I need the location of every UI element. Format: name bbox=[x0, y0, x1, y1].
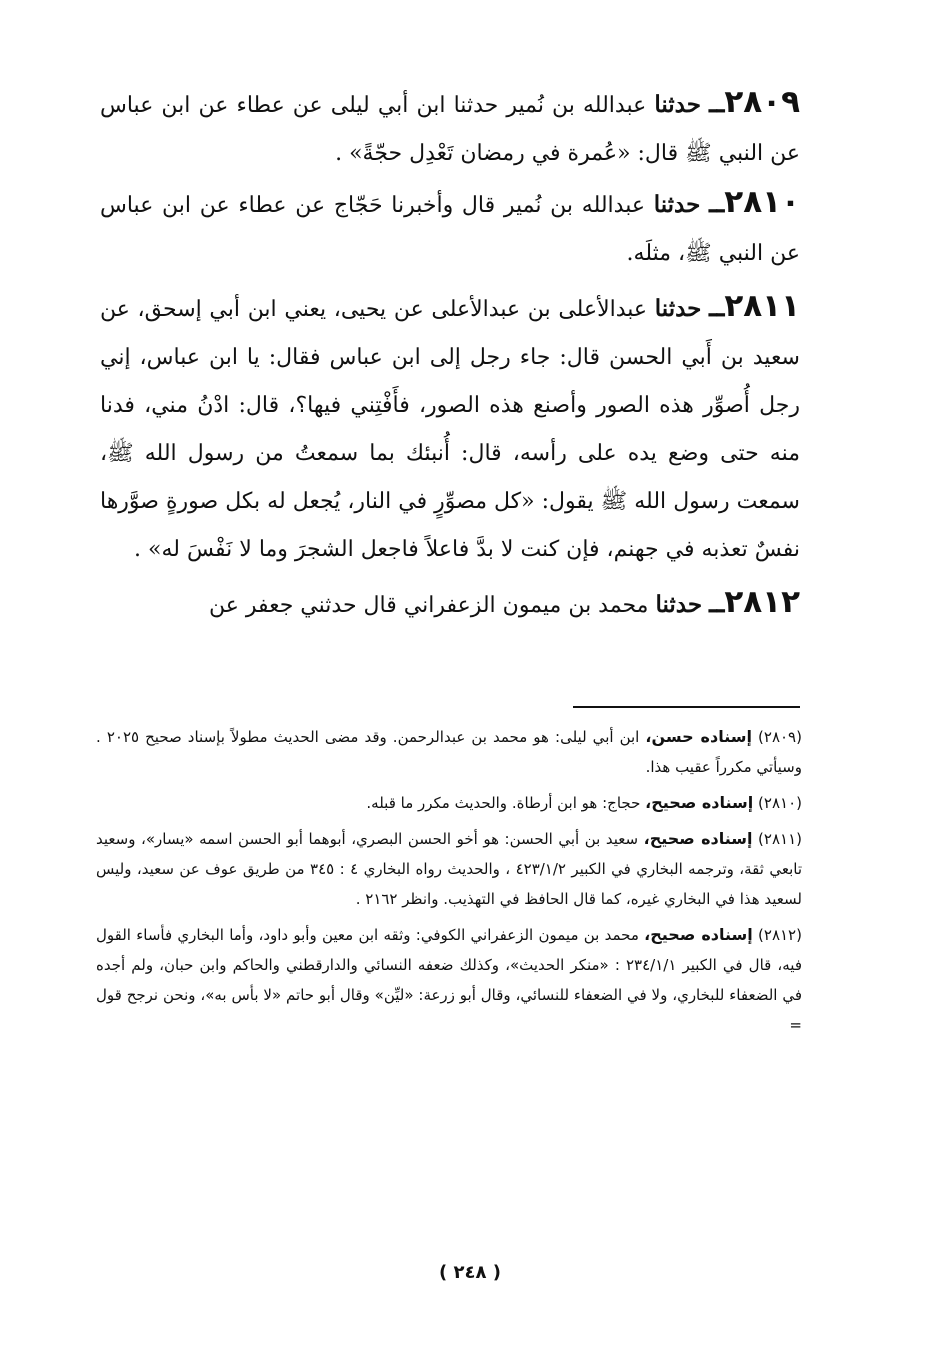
hadith-dash: ــ bbox=[709, 89, 725, 119]
page-number: ( ٢٤٨ ) bbox=[439, 1262, 501, 1283]
hadith-text: عبدالله بن نُمير قال وأخبرنا حَجّاج عن عطاء عن ابن عباس عن النبي ﷺ، مثلَه. bbox=[100, 193, 800, 266]
hadith-keyword: حدثنا bbox=[654, 295, 702, 322]
footnote-text: ابن أبي ليلى: هو محمد بن عبدالرحمن. وقد مضى الحديث مطولاً بإسناد صحيح ٢٠٢٥ . وسيأتي مكرراً عقيب هذا. bbox=[96, 728, 802, 776]
hadith-text: محمد بن ميمون الزعفراني قال حدثني جعفر عن bbox=[208, 593, 649, 618]
footnote-ref: (٢٨٠٩) bbox=[758, 728, 802, 746]
hadith-text: عبدالأعلى بن عبدالأعلى عن يحيى، يعني ابن أبي إسحق، عن سعيد بن أَبي الحسن قال: جاء رجل إلى ابن عباس فقال: يا ابن عباس، إني رجل أُصوِّر هذه الصور وأصنع هذه الصور، فأَفْتِني فيها؟، قال: ادْنُ مني، فدنا منه حتى وضع يده على رأسه، قال: أُنبئك بما سمعتُ من رسول الله ﷺ، سمعت رسول الله ﷺ يقول: «كل مصوِّرٍ في النار، يُجعل له بكل صورةٍ صوَّرها نفسٌ تعذبه في جهنم، فإن كنت لا بدَّ فاعلاً فاجعل الشجرَ وما لا نَفْسَ له» . bbox=[100, 297, 800, 562]
footnotes bbox=[96, 722, 802, 1046]
footnote-grade: إسناده صحيح، bbox=[644, 925, 753, 944]
footnote-grade: إسناده صحيح، bbox=[643, 829, 753, 848]
hadith-2811 bbox=[100, 282, 800, 574]
main-text bbox=[100, 78, 800, 630]
hadith-dash: ــ bbox=[709, 189, 725, 219]
hadith-keyword: حدثنا bbox=[653, 191, 701, 218]
footnote-2811 bbox=[96, 824, 802, 914]
footnote-2810 bbox=[96, 788, 802, 818]
hadith-number: ٢٨٠٩ bbox=[724, 84, 800, 120]
hadith-keyword: حدثنا bbox=[655, 591, 703, 618]
footnote-ref: (٢٨١١) bbox=[758, 830, 802, 848]
hadith-dash: ــ bbox=[709, 293, 725, 323]
hadith-text: عبدالله بن نُمير حدثنا ابن أبي ليلى عن عطاء عن ابن عباس عن النبي ﷺ قال: «عُمرة في رمضان تَعْدِل حجّةً» . bbox=[100, 93, 800, 166]
hadith-2812 bbox=[100, 578, 800, 630]
footnote-separator bbox=[573, 706, 800, 708]
hadith-number: ٢٨١١ bbox=[724, 288, 800, 324]
footnote-grade: إسناده حسن، bbox=[645, 727, 752, 746]
footnote-text: حجاج: هو ابن أرطاة. والحديث مكرر ما قبله. bbox=[366, 794, 641, 812]
footnote-2809 bbox=[96, 722, 802, 782]
footnote-ref: (٢٨١٠) bbox=[758, 794, 802, 812]
footnote-text: سعيد بن أبي الحسن: هو أخو الحسن البصري، أبوهما أبو الحسن اسمه «يسار»، وسعيد تابعي ثقة، وترجمه البخاري في الكبير ٤٢٣/١/٢ ، والحديث رواه البخاري ٤ : ٣٤٥ من طريق عوف عن سعيد، وليس لسعيد هذا في البخاري غيره، كما قال الحافظ في التهذيب. وانظر ٢١٦٢ . bbox=[96, 830, 803, 908]
hadith-number: ٢٨١٢ bbox=[724, 584, 800, 620]
footnote-2812 bbox=[96, 920, 802, 1040]
footnote-ref: (٢٨١٢) bbox=[758, 926, 802, 944]
hadith-dash: ــ bbox=[709, 589, 725, 619]
hadith-number: ٢٨١٠ bbox=[724, 184, 800, 220]
footnote-text: محمد بن ميمون الزعفراني الكوفي: وثقه ابن معين وأبو داود، وأما البخاري فأساء القول فيه، قال في الكبير ٢٣٤/١/١ : «منكر الحديث»، وكذلك ضعفه النسائي والدارقطني والحاكم وابن حبان، ولم أجده في الضعفاء للبخاري، ولا في الضعفاء للنسائي، وقال أبو زرعة: «ليِّن» وقال أبو حاتم «لا بأس به»، ونحن نرجح قول = bbox=[96, 926, 802, 1034]
hadith-2809 bbox=[100, 78, 800, 178]
footnote-grade: إسناده صحيح، bbox=[645, 793, 754, 812]
hadith-2810 bbox=[100, 178, 800, 278]
hadith-keyword: حدثنا bbox=[654, 91, 701, 118]
